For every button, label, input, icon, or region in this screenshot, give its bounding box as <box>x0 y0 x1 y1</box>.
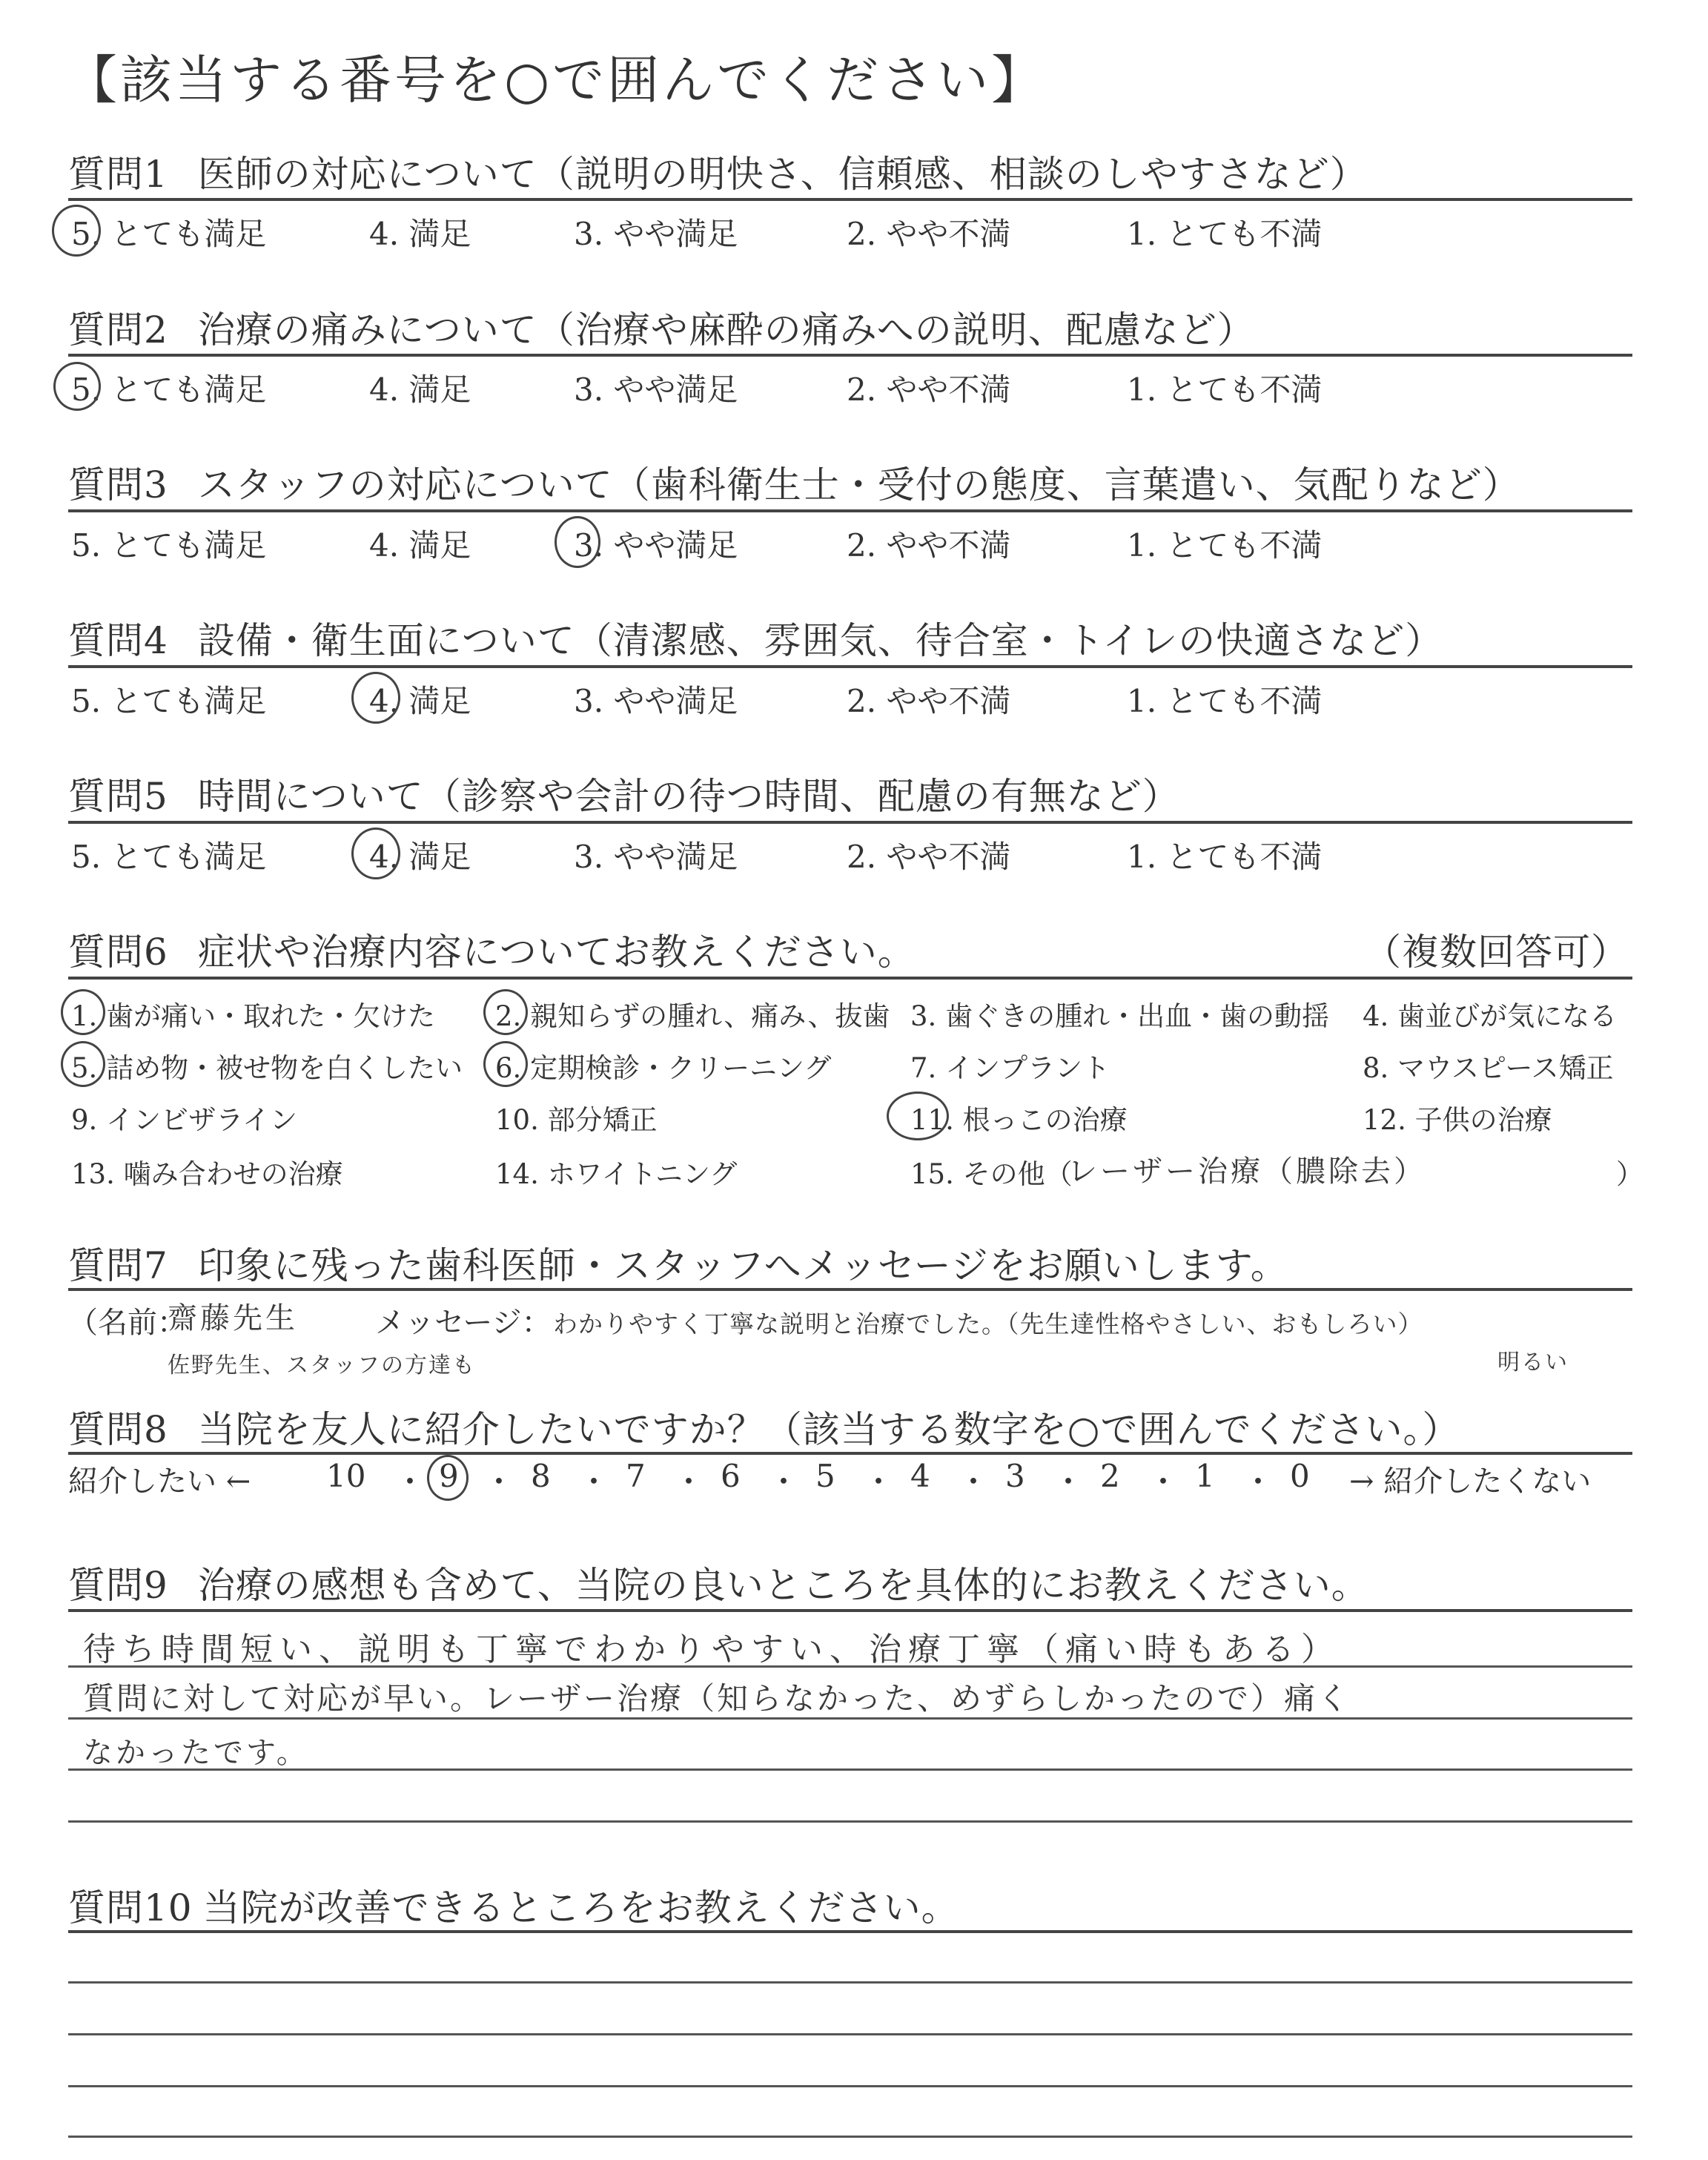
question-8-text: 当院を友人に紹介したいですか？（該当する数字を○で囲んでください。） <box>197 1408 1460 1451</box>
q6-selected-circle-2 <box>483 989 528 1035</box>
question-9 <box>68 1556 1369 1609</box>
question-4 <box>68 611 1443 664</box>
q8-scale-3[interactable]: 3 <box>1005 1458 1025 1494</box>
q5-option-4[interactable]: 4. 満足 <box>369 839 471 875</box>
q8-selected-circle <box>427 1455 469 1501</box>
q7-message-label: メッセージ： <box>375 1306 552 1340</box>
q10-answer-line <box>68 1981 1632 1984</box>
q5-selected-circle <box>351 828 400 879</box>
question-5-text: 時間について（診察や会計の待つ時間、配慮の有無など） <box>197 775 1180 818</box>
q8-scale-dot: ・ <box>1148 1464 1179 1500</box>
q6-option-2[interactable]: 2. 親知らずの腫れ、痛み、抜歯 <box>495 1000 890 1032</box>
q6-selected-circle-6 <box>483 1041 528 1087</box>
q10-answer-line <box>68 2085 1632 2087</box>
q7-name-handwritten-2: 佐野先生、スタッフの方達も <box>168 1353 476 1378</box>
q7-message-handwritten: わかりやすく丁寧な説明と治療でした。（先生達性格やさしい、おもしろい） <box>553 1309 1423 1338</box>
question-9-text: 治療の感想も含めて、当院の良いところを具体的にお教えください。 <box>197 1564 1369 1607</box>
q2-option-4[interactable]: 4. 満足 <box>369 371 471 408</box>
q8-right-label: → 紹介したくない <box>1349 1464 1592 1499</box>
question-3 <box>68 455 1520 509</box>
q9-answer-line-1: 待ち時間短い、説明も丁寧でわかりやすい、治療丁寧（痛い時もある） <box>83 1631 1340 1668</box>
q8-scale-dot: ・ <box>768 1464 800 1500</box>
q8-scale-dot: ・ <box>394 1464 426 1500</box>
q6-option-12[interactable]: 12. 子供の治療 <box>1363 1104 1552 1136</box>
q6-other-handwritten: レーザー治療（膿除去） <box>1068 1155 1426 1189</box>
q5-option-2[interactable]: 2. やや不満 <box>847 839 1011 875</box>
q6-option-9[interactable]: 9. インビザライン <box>71 1104 297 1136</box>
q2-option-3[interactable]: 3. やや満足 <box>574 371 738 408</box>
q8-scale-7[interactable]: 7 <box>626 1458 646 1494</box>
page-title: 【該当する番号を○で囲んでください】 <box>65 50 1047 110</box>
q8-scale-6[interactable]: 6 <box>721 1458 741 1494</box>
q6-other-close-paren: ） <box>1616 1158 1644 1190</box>
q6-option-10[interactable]: 10. 部分矯正 <box>495 1104 658 1136</box>
q6-selected-circle-5 <box>61 1041 105 1087</box>
q6-option-13[interactable]: 13. 噛み合わせの治療 <box>71 1158 343 1190</box>
q5-option-5[interactable]: 5. とても満足 <box>71 839 267 875</box>
q6-option-11[interactable]: 11. 根っこの治療 <box>910 1104 1128 1136</box>
q1-selected-circle <box>52 205 101 257</box>
question-6-text: 症状や治療内容についてお教えください。 <box>197 931 916 974</box>
q4-option-3[interactable]: 3. やや満足 <box>574 683 738 719</box>
question-4-text: 設備・衛生面について（清潔感、雰囲気、待合室・トイレの快適さなど） <box>197 619 1443 662</box>
q3-option-3[interactable]: 3. やや満足 <box>574 527 738 564</box>
question-5 <box>68 767 1180 820</box>
question-2 <box>68 300 1255 354</box>
q10-answer-line <box>68 2033 1632 2035</box>
q8-scale-dot: ・ <box>1053 1464 1085 1500</box>
question-8 <box>68 1400 1460 1453</box>
question-6-number: 質問6 <box>68 931 168 974</box>
q2-option-2[interactable]: 2. やや不満 <box>847 371 1011 408</box>
q6-option-8[interactable]: 8. マウスピース矯正 <box>1363 1052 1614 1084</box>
q1-option-3[interactable]: 3. やや満足 <box>574 216 738 252</box>
q5-option-1[interactable]: 1. とても不満 <box>1127 839 1323 875</box>
q8-scale-1[interactable]: 1 <box>1195 1458 1215 1494</box>
q9-answer-line-3: なかったです。 <box>83 1736 309 1770</box>
q8-scale-0[interactable]: 0 <box>1290 1458 1310 1494</box>
q8-scale-dot: ・ <box>958 1464 990 1500</box>
q8-scale-dot: ・ <box>1242 1464 1274 1500</box>
q6-option-3[interactable]: 3. 歯ぐきの腫れ・出血・歯の動揺 <box>910 1000 1330 1032</box>
question-3-text: スタッフの対応について（歯科衛生士・受付の態度、言葉遣い、気配りなど） <box>197 463 1520 506</box>
q8-scale-5[interactable]: 5 <box>815 1458 835 1494</box>
q8-scale-10[interactable]: 10 <box>326 1458 366 1494</box>
q8-scale-4[interactable]: 4 <box>910 1458 930 1494</box>
q3-option-2[interactable]: 2. やや不満 <box>847 527 1011 564</box>
question-8-number: 質問8 <box>68 1408 168 1451</box>
q8-scale-9[interactable]: 9 <box>439 1458 459 1494</box>
q3-option-5[interactable]: 5. とても満足 <box>71 527 267 564</box>
question-4-number: 質問4 <box>68 619 168 662</box>
question-2-rule <box>68 354 1632 357</box>
q7-name-label: （名前： <box>68 1306 187 1340</box>
question-1-rule <box>68 198 1632 201</box>
question-7 <box>68 1236 1288 1289</box>
question-7-rule <box>68 1288 1632 1291</box>
question-4-rule <box>68 665 1632 668</box>
q2-option-5[interactable]: 5. とても満足 <box>71 371 267 408</box>
q8-scale-2[interactable]: 2 <box>1100 1458 1120 1494</box>
q4-option-1[interactable]: 1. とても不満 <box>1127 683 1323 719</box>
q3-option-1[interactable]: 1. とても不満 <box>1127 527 1323 564</box>
q3-option-4[interactable]: 4. 満足 <box>369 527 471 564</box>
question-6-note: （複数回答可） <box>1364 931 1629 974</box>
q3-selected-circle <box>555 516 600 568</box>
question-2-text: 治療の痛みについて（治療や麻酔の痛みへの説明、配慮など） <box>197 308 1255 351</box>
q2-selected-circle <box>53 362 101 411</box>
question-3-rule <box>68 509 1632 512</box>
q1-option-4[interactable]: 4. 満足 <box>369 216 471 252</box>
question-10-rule <box>68 1930 1632 1933</box>
question-5-rule <box>68 821 1632 824</box>
q7-name-handwritten: 齋藤先生 <box>168 1301 298 1335</box>
q1-option-2[interactable]: 2. やや不満 <box>847 216 1011 252</box>
q6-option-5[interactable]: 5. 詰め物・被せ物を白くしたい <box>71 1052 463 1084</box>
q8-scale-dot: ・ <box>578 1464 610 1500</box>
q4-option-5[interactable]: 5. とても満足 <box>71 683 267 719</box>
question-7-number: 質問7 <box>68 1244 168 1287</box>
question-1 <box>68 145 1368 198</box>
q6-option-4[interactable]: 4. 歯並びが気になる <box>1363 1000 1618 1032</box>
question-8-rule <box>68 1452 1632 1455</box>
q6-selected-circle-1 <box>61 989 105 1035</box>
q4-selected-circle <box>351 672 400 724</box>
question-6-rule <box>68 977 1632 980</box>
question-1-number: 質問1 <box>68 153 168 196</box>
question-9-number: 質問9 <box>68 1564 168 1607</box>
q2-option-1[interactable]: 1. とても不満 <box>1127 371 1323 408</box>
q1-option-1[interactable]: 1. とても不満 <box>1127 216 1323 252</box>
question-1-text: 医師の対応について（説明の明快さ、信頼感、相談のしやすさなど） <box>197 153 1368 196</box>
q5-option-3[interactable]: 3. やや満足 <box>574 839 738 875</box>
q6-option-1[interactable]: 1. 歯が痛い・取れた・欠けた <box>71 1000 436 1032</box>
question-3-number: 質問3 <box>68 463 168 506</box>
q8-scale-8[interactable]: 8 <box>531 1458 551 1494</box>
question-10-number: 質問10 <box>68 1886 193 1929</box>
q6-option-14[interactable]: 14. ホワイトニング <box>495 1158 738 1190</box>
question-10-text: 当院が改善できるところをお教えください。 <box>202 1886 959 1929</box>
q8-scale-dot: ・ <box>673 1464 705 1500</box>
q8-scale-dot: ・ <box>483 1464 515 1500</box>
q10-answer-line <box>68 2136 1632 2138</box>
question-10 <box>68 1878 959 1932</box>
q6-selected-circle-11 <box>887 1091 949 1140</box>
q8-left-label: 紹介したい ← <box>68 1464 251 1499</box>
q9-answer-line <box>68 1820 1632 1823</box>
question-6 <box>68 922 916 976</box>
q1-option-5[interactable]: 5. とても満足 <box>71 216 267 252</box>
q4-option-4[interactable]: 4. 満足 <box>369 683 471 719</box>
q6-option-7[interactable]: 7. インプラント <box>910 1052 1110 1084</box>
q6-option-6[interactable]: 6. 定期検診・クリーニング <box>495 1052 832 1084</box>
q7-message-handwritten-2: 明るい <box>1497 1350 1569 1375</box>
question-5-number: 質問5 <box>68 775 168 818</box>
question-2-number: 質問2 <box>68 308 168 351</box>
question-7-text: 印象に残った歯科医師・スタッフへメッセージをお願いします。 <box>197 1244 1288 1287</box>
question-9-rule <box>68 1609 1632 1612</box>
q8-scale-dot: ・ <box>863 1464 895 1500</box>
q6-option-15[interactable]: 15. その他（ <box>910 1158 1073 1190</box>
q9-answer-line-2: 質問に対して対応が早い。レーザー治療（知らなかった、めずらしかったので）痛く <box>83 1680 1351 1717</box>
q4-option-2[interactable]: 2. やや不満 <box>847 683 1011 719</box>
